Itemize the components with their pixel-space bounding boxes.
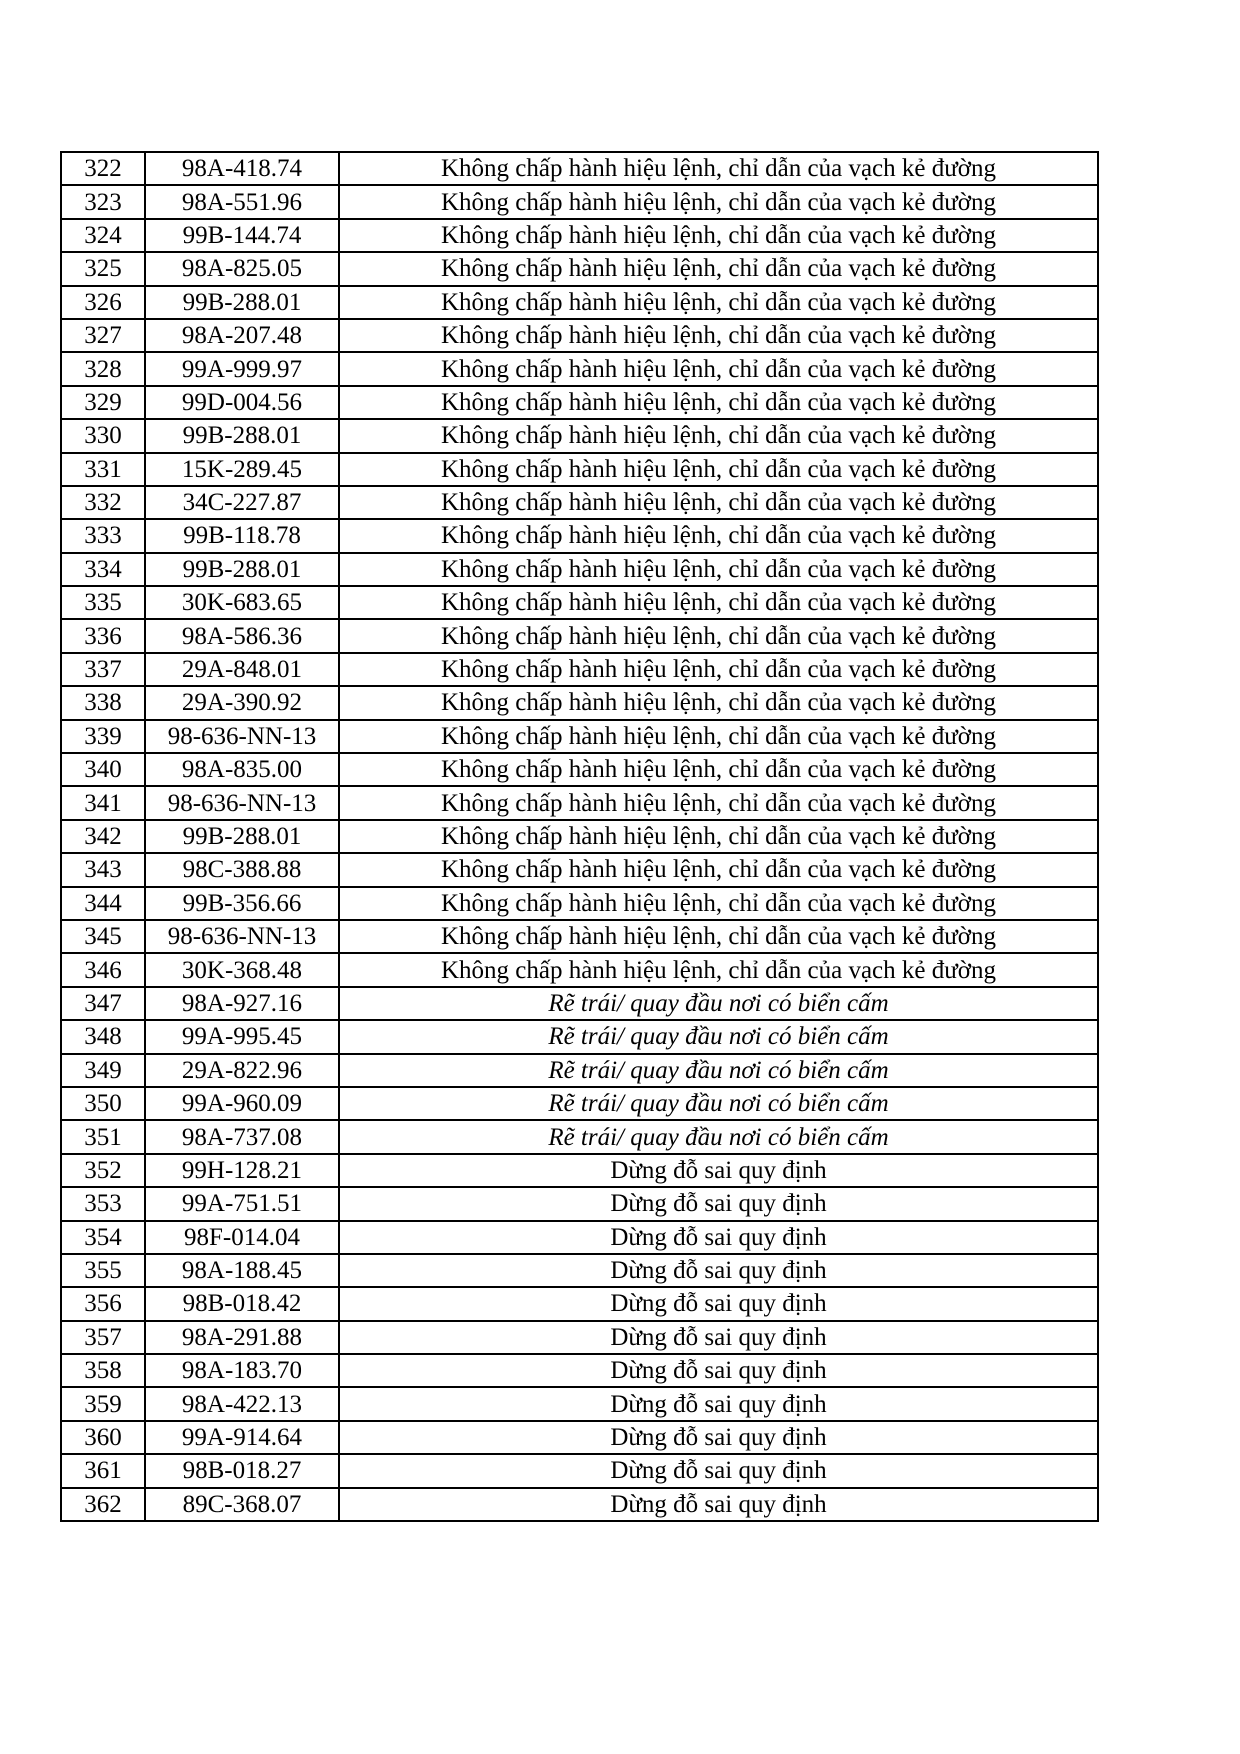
- table-row: [61, 586, 1098, 619]
- license-plate-cell: 99B-118.78: [145, 519, 339, 552]
- stt-cell: 354: [61, 1221, 145, 1254]
- stt-cell: 326: [61, 286, 145, 319]
- table-row: [61, 887, 1098, 920]
- stt-cell: 323: [61, 185, 145, 218]
- license-plate-cell: 34C-227.87: [145, 486, 339, 519]
- violation-cell: Dừng đỗ sai quy định: [339, 1321, 1098, 1354]
- violation-cell: Rẽ trái/ quay đầu nơi có biển cấm: [339, 1020, 1098, 1053]
- license-plate-cell: 98-636-NN-13: [145, 720, 339, 753]
- table-row: [61, 1087, 1098, 1120]
- table-row: [61, 1387, 1098, 1420]
- stt-cell: 353: [61, 1187, 145, 1220]
- license-plate-cell: 99A-914.64: [145, 1421, 339, 1454]
- stt-cell: 331: [61, 453, 145, 486]
- violation-cell: Không chấp hành hiệu lệnh, chỉ dẫn của vạch kẻ đường: [339, 720, 1098, 753]
- violation-cell: Không chấp hành hiệu lệnh, chỉ dẫn của vạch kẻ đường: [339, 185, 1098, 218]
- table-row: [61, 286, 1098, 319]
- table-row: [61, 987, 1098, 1020]
- table-row: [61, 953, 1098, 986]
- license-plate-cell: 99B-144.74: [145, 219, 339, 252]
- violation-cell: Không chấp hành hiệu lệnh, chỉ dẫn của vạch kẻ đường: [339, 252, 1098, 285]
- table-row: [61, 352, 1098, 385]
- table-row: [61, 1020, 1098, 1053]
- violation-cell: Không chấp hành hiệu lệnh, chỉ dẫn của vạch kẻ đường: [339, 820, 1098, 853]
- license-plate-cell: 98B-018.27: [145, 1454, 339, 1487]
- stt-cell: 343: [61, 853, 145, 886]
- table-row: [61, 1321, 1098, 1354]
- stt-cell: 361: [61, 1454, 145, 1487]
- stt-cell: 357: [61, 1321, 145, 1354]
- table-body: [61, 152, 1098, 1521]
- stt-cell: 346: [61, 953, 145, 986]
- violation-cell: Không chấp hành hiệu lệnh, chỉ dẫn của vạch kẻ đường: [339, 486, 1098, 519]
- stt-cell: 335: [61, 586, 145, 619]
- table-row: [61, 1454, 1098, 1487]
- table-row: [61, 619, 1098, 652]
- table-row: [61, 1354, 1098, 1387]
- violation-cell: Dừng đỗ sai quy định: [339, 1187, 1098, 1220]
- violation-cell: Không chấp hành hiệu lệnh, chỉ dẫn của vạch kẻ đường: [339, 553, 1098, 586]
- violation-cell: Không chấp hành hiệu lệnh, chỉ dẫn của vạch kẻ đường: [339, 352, 1098, 385]
- stt-cell: 344: [61, 887, 145, 920]
- stt-cell: 345: [61, 920, 145, 953]
- license-plate-cell: 99B-288.01: [145, 820, 339, 853]
- violation-cell: Dừng đỗ sai quy định: [339, 1387, 1098, 1420]
- table-row: [61, 786, 1098, 819]
- license-plate-cell: 99A-751.51: [145, 1187, 339, 1220]
- license-plate-cell: 99A-999.97: [145, 352, 339, 385]
- license-plate-cell: 98A-737.08: [145, 1120, 339, 1153]
- violation-cell: Dừng đỗ sai quy định: [339, 1221, 1098, 1254]
- license-plate-cell: 15K-289.45: [145, 453, 339, 486]
- violation-cell: Không chấp hành hiệu lệnh, chỉ dẫn của vạch kẻ đường: [339, 619, 1098, 652]
- license-plate-cell: 98A-207.48: [145, 319, 339, 352]
- license-plate-cell: 98F-014.04: [145, 1221, 339, 1254]
- violation-cell: Rẽ trái/ quay đầu nơi có biển cấm: [339, 1120, 1098, 1153]
- table-row: [61, 1054, 1098, 1087]
- license-plate-cell: 98A-183.70: [145, 1354, 339, 1387]
- license-plate-cell: 99B-356.66: [145, 887, 339, 920]
- stt-cell: 355: [61, 1254, 145, 1287]
- table-row: [61, 553, 1098, 586]
- stt-cell: 362: [61, 1488, 145, 1521]
- license-plate-cell: 99B-288.01: [145, 286, 339, 319]
- table-row: [61, 1254, 1098, 1287]
- stt-cell: 348: [61, 1020, 145, 1053]
- license-plate-cell: 98B-018.42: [145, 1287, 339, 1320]
- violation-cell: Không chấp hành hiệu lệnh, chỉ dẫn của vạch kẻ đường: [339, 519, 1098, 552]
- table-row: [61, 1120, 1098, 1153]
- table-row: [61, 1287, 1098, 1320]
- table-row: [61, 720, 1098, 753]
- stt-cell: 350: [61, 1087, 145, 1120]
- violation-cell: Dừng đỗ sai quy định: [339, 1354, 1098, 1387]
- table-row: [61, 386, 1098, 419]
- table-row: [61, 252, 1098, 285]
- violation-cell: Dừng đỗ sai quy định: [339, 1154, 1098, 1187]
- license-plate-cell: 29A-822.96: [145, 1054, 339, 1087]
- license-plate-cell: 29A-390.92: [145, 686, 339, 719]
- stt-cell: 347: [61, 987, 145, 1020]
- table-row: [61, 519, 1098, 552]
- license-plate-cell: 98-636-NN-13: [145, 920, 339, 953]
- license-plate-cell: 98-636-NN-13: [145, 786, 339, 819]
- stt-cell: 356: [61, 1287, 145, 1320]
- violation-cell: Rẽ trái/ quay đầu nơi có biển cấm: [339, 987, 1098, 1020]
- violations-table: [60, 151, 1099, 1522]
- stt-cell: 329: [61, 386, 145, 419]
- stt-cell: 340: [61, 753, 145, 786]
- stt-cell: 358: [61, 1354, 145, 1387]
- violation-cell: Không chấp hành hiệu lệnh, chỉ dẫn của vạch kẻ đường: [339, 386, 1098, 419]
- table-row: [61, 1488, 1098, 1521]
- license-plate-cell: 98C-388.88: [145, 853, 339, 886]
- violation-cell: Không chấp hành hiệu lệnh, chỉ dẫn của vạch kẻ đường: [339, 152, 1098, 185]
- violation-cell: Không chấp hành hiệu lệnh, chỉ dẫn của vạch kẻ đường: [339, 219, 1098, 252]
- violation-cell: Không chấp hành hiệu lệnh, chỉ dẫn của vạch kẻ đường: [339, 286, 1098, 319]
- license-plate-cell: 98A-418.74: [145, 152, 339, 185]
- stt-cell: 322: [61, 152, 145, 185]
- license-plate-cell: 99A-960.09: [145, 1087, 339, 1120]
- table-row: [61, 1154, 1098, 1187]
- table-row: [61, 1187, 1098, 1220]
- violation-cell: Không chấp hành hiệu lệnh, chỉ dẫn của vạch kẻ đường: [339, 953, 1098, 986]
- license-plate-cell: 99A-995.45: [145, 1020, 339, 1053]
- license-plate-cell: 98A-422.13: [145, 1387, 339, 1420]
- stt-cell: 338: [61, 686, 145, 719]
- stt-cell: 351: [61, 1120, 145, 1153]
- table-row: [61, 419, 1098, 452]
- violation-cell: Không chấp hành hiệu lệnh, chỉ dẫn của vạch kẻ đường: [339, 853, 1098, 886]
- violation-cell: Không chấp hành hiệu lệnh, chỉ dẫn của vạch kẻ đường: [339, 319, 1098, 352]
- stt-cell: 360: [61, 1421, 145, 1454]
- license-plate-cell: 98A-835.00: [145, 753, 339, 786]
- violation-cell: Dừng đỗ sai quy định: [339, 1421, 1098, 1454]
- license-plate-cell: 98A-551.96: [145, 185, 339, 218]
- stt-cell: 339: [61, 720, 145, 753]
- stt-cell: 359: [61, 1387, 145, 1420]
- stt-cell: 337: [61, 653, 145, 686]
- table-row: [61, 1421, 1098, 1454]
- table-row: [61, 853, 1098, 886]
- license-plate-cell: 99D-004.56: [145, 386, 339, 419]
- stt-cell: 332: [61, 486, 145, 519]
- violation-cell: Rẽ trái/ quay đầu nơi có biển cấm: [339, 1087, 1098, 1120]
- license-plate-cell: 89C-368.07: [145, 1488, 339, 1521]
- violation-cell: Không chấp hành hiệu lệnh, chỉ dẫn của vạch kẻ đường: [339, 920, 1098, 953]
- license-plate-cell: 98A-825.05: [145, 252, 339, 285]
- violation-cell: Rẽ trái/ quay đầu nơi có biển cấm: [339, 1054, 1098, 1087]
- stt-cell: 328: [61, 352, 145, 385]
- license-plate-cell: 29A-848.01: [145, 653, 339, 686]
- violation-cell: Không chấp hành hiệu lệnh, chỉ dẫn của vạch kẻ đường: [339, 753, 1098, 786]
- violation-cell: Không chấp hành hiệu lệnh, chỉ dẫn của vạch kẻ đường: [339, 453, 1098, 486]
- table-row: [61, 319, 1098, 352]
- violation-cell: Không chấp hành hiệu lệnh, chỉ dẫn của vạch kẻ đường: [339, 586, 1098, 619]
- stt-cell: 342: [61, 820, 145, 853]
- violation-cell: Không chấp hành hiệu lệnh, chỉ dẫn của vạch kẻ đường: [339, 686, 1098, 719]
- license-plate-cell: 98A-586.36: [145, 619, 339, 652]
- table-row: [61, 219, 1098, 252]
- violation-cell: Dừng đỗ sai quy định: [339, 1287, 1098, 1320]
- stt-cell: 327: [61, 319, 145, 352]
- license-plate-cell: 98A-291.88: [145, 1321, 339, 1354]
- violation-cell: Không chấp hành hiệu lệnh, chỉ dẫn của vạch kẻ đường: [339, 786, 1098, 819]
- table-row: [61, 686, 1098, 719]
- table-row: [61, 920, 1098, 953]
- stt-cell: 334: [61, 553, 145, 586]
- license-plate-cell: 30K-368.48: [145, 953, 339, 986]
- violation-cell: Dừng đỗ sai quy định: [339, 1454, 1098, 1487]
- stt-cell: 324: [61, 219, 145, 252]
- stt-cell: 352: [61, 1154, 145, 1187]
- violation-cell: Không chấp hành hiệu lệnh, chỉ dẫn của vạch kẻ đường: [339, 653, 1098, 686]
- violation-cell: Không chấp hành hiệu lệnh, chỉ dẫn của vạch kẻ đường: [339, 419, 1098, 452]
- table-row: [61, 152, 1098, 185]
- table-row: [61, 486, 1098, 519]
- license-plate-cell: 98A-188.45: [145, 1254, 339, 1287]
- license-plate-cell: 99H-128.21: [145, 1154, 339, 1187]
- stt-cell: 336: [61, 619, 145, 652]
- license-plate-cell: 30K-683.65: [145, 586, 339, 619]
- stt-cell: 330: [61, 419, 145, 452]
- violation-cell: Dừng đỗ sai quy định: [339, 1254, 1098, 1287]
- stt-cell: 349: [61, 1054, 145, 1087]
- table-row: [61, 653, 1098, 686]
- table-row: [61, 453, 1098, 486]
- license-plate-cell: 99B-288.01: [145, 553, 339, 586]
- license-plate-cell: 99B-288.01: [145, 419, 339, 452]
- stt-cell: 325: [61, 252, 145, 285]
- table-row: [61, 185, 1098, 218]
- stt-cell: 341: [61, 786, 145, 819]
- table-row: [61, 820, 1098, 853]
- table-row: [61, 1221, 1098, 1254]
- violation-cell: Không chấp hành hiệu lệnh, chỉ dẫn của vạch kẻ đường: [339, 887, 1098, 920]
- violation-cell: Dừng đỗ sai quy định: [339, 1488, 1098, 1521]
- table-row: [61, 753, 1098, 786]
- stt-cell: 333: [61, 519, 145, 552]
- license-plate-cell: 98A-927.16: [145, 987, 339, 1020]
